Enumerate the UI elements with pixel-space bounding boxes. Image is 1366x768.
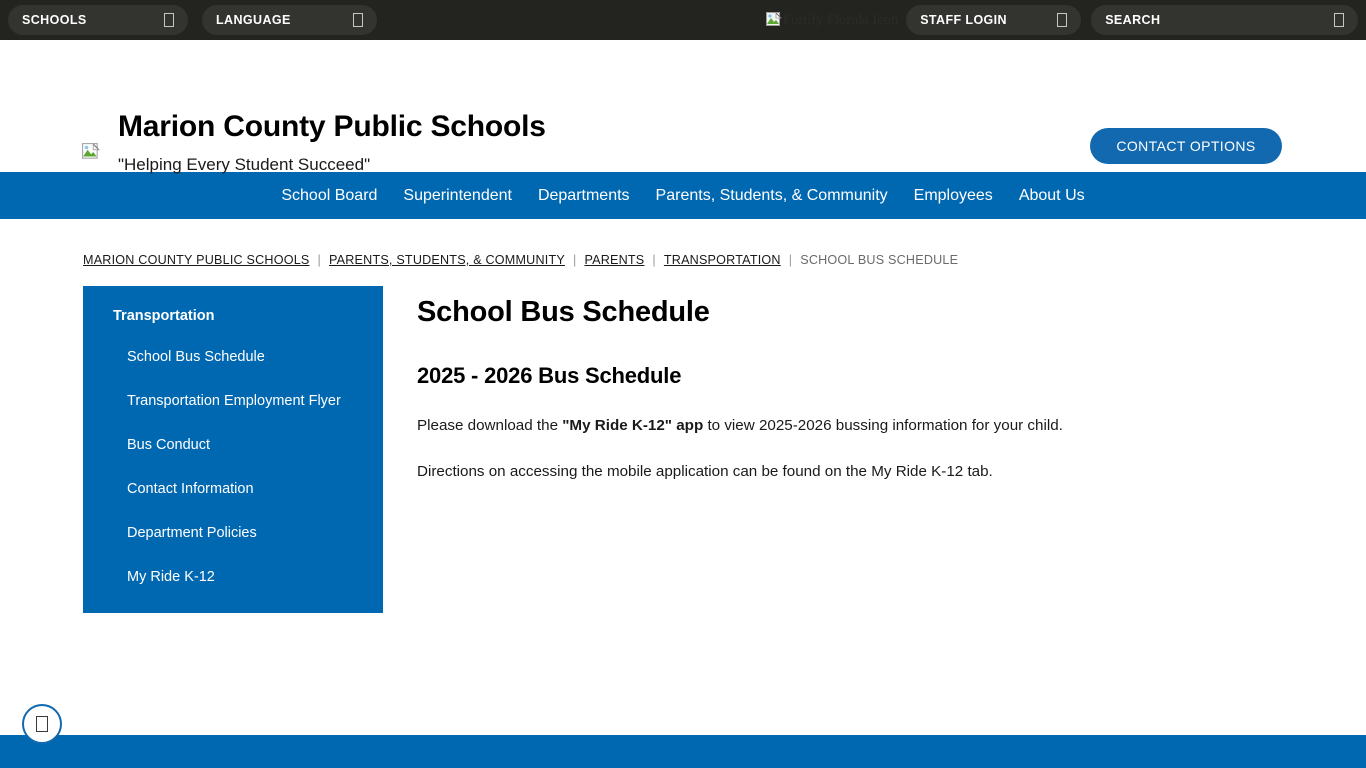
breadcrumb-separator: | (652, 253, 656, 267)
search-icon[interactable] (1334, 13, 1344, 27)
nav-item-employees[interactable]: Employees (913, 186, 993, 204)
sidebar-heading: Transportation (113, 308, 215, 324)
section-subtitle: 2025 - 2026 Bus Schedule (417, 363, 682, 388)
schools-dropdown-label: SCHOOLS (22, 13, 87, 27)
breadcrumb-separator: | (572, 253, 577, 267)
breadcrumb-item-parents[interactable]: PARENTS (584, 253, 645, 267)
chevron-down-icon (1057, 13, 1067, 27)
breadcrumb-separator: | (317, 253, 321, 267)
sidebar-item-school-bus-schedule[interactable]: School Bus Schedule (127, 349, 265, 365)
paragraph-text-after: to view 2025-2026 bussing information for your child. (703, 417, 1063, 434)
breadcrumb-item-parents-students-community[interactable]: PARENTS, STUDENTS, & COMMUNITY (328, 253, 565, 267)
search-box[interactable] (1091, 5, 1358, 35)
accessibility-widget-button[interactable] (22, 704, 62, 744)
sidebar-item-transportation-employment-flyer[interactable]: Transportation Employment Flyer (127, 393, 341, 409)
page-title: School Bus Schedule (417, 296, 710, 328)
language-dropdown-label: LANGUAGE (216, 13, 291, 27)
breadcrumb-item-transportation[interactable]: TRANSPORTATION (663, 253, 781, 267)
site-masthead (0, 40, 1366, 172)
chevron-down-icon (353, 13, 363, 27)
nav-item-about-us[interactable]: About Us (1018, 186, 1085, 204)
main-content (383, 286, 1366, 508)
section-sidebar (83, 286, 383, 613)
search-label: SEARCH (1105, 13, 1161, 27)
paragraph-download-app (417, 415, 1366, 436)
district-tagline: "Helping Every Student Succeed" (118, 155, 371, 174)
paragraph-text-before: Please download the (417, 417, 563, 434)
contact-options-button[interactable]: CONTACT OPTIONS (1090, 128, 1282, 164)
chevron-down-icon (164, 13, 174, 27)
breadcrumb-item-marion-county-public-schools[interactable]: MARION COUNTY PUBLIC SCHOOLS (83, 253, 310, 267)
sidebar-item-my-ride-k-12[interactable]: My Ride K-12 (127, 569, 215, 585)
broken-image-icon (766, 12, 782, 28)
fortify-florida-link[interactable] (766, 12, 898, 29)
sidebar-item-contact-information[interactable]: Contact Information (127, 481, 254, 497)
district-logo-broken-image-icon (82, 143, 100, 161)
language-dropdown[interactable] (202, 5, 377, 35)
content-wrapper (0, 267, 1366, 613)
breadcrumb-item-current: SCHOOL BUS SCHEDULE (800, 253, 959, 267)
nav-item-parents-students-community[interactable]: Parents, Students, & Community (655, 186, 888, 204)
top-utility-bar (0, 0, 1366, 40)
top-utility-bar-right (766, 0, 1366, 40)
staff-login-label: STAFF LOGIN (920, 13, 1007, 27)
accessibility-icon (36, 716, 48, 732)
breadcrumb-separator: | (788, 253, 793, 267)
nav-item-superintendent[interactable]: Superintendent (403, 186, 512, 204)
paragraph-directions: Directions on accessing the mobile application can be found on the My Ride K-12 tab. (417, 463, 993, 481)
nav-item-departments[interactable]: Departments (537, 186, 630, 204)
schools-dropdown[interactable] (8, 5, 188, 35)
staff-login-dropdown[interactable] (906, 5, 1081, 35)
page-title-district-name: Marion County Public Schools (118, 110, 546, 143)
paragraph-text-bold: "My Ride K-12" app (562, 417, 704, 434)
nav-item-school-board[interactable]: School Board (281, 186, 378, 204)
breadcrumb (0, 219, 1366, 267)
site-footer (0, 735, 1366, 768)
main-navigation (0, 172, 1366, 219)
fortify-florida-alt-text: Fortify Florida Icon (783, 11, 899, 28)
sidebar-item-bus-conduct[interactable]: Bus Conduct (127, 437, 211, 453)
sidebar-item-department-policies[interactable]: Department Policies (127, 525, 257, 541)
